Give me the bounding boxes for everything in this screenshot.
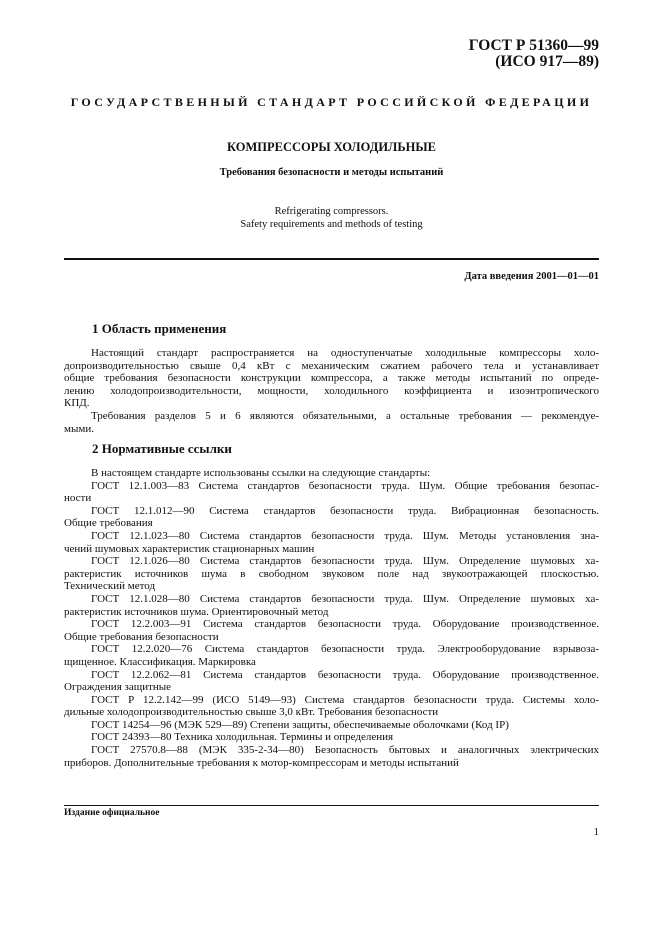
page-number: 1 bbox=[593, 826, 599, 838]
reference-line: приборов. Дополнительные требования к мотор-компрессорам и методы испытаний bbox=[64, 756, 459, 769]
text-line: КПД. bbox=[64, 397, 90, 410]
section-2-body bbox=[64, 467, 599, 769]
official-edition-label: Издание официальное bbox=[64, 808, 160, 818]
text-line: общие требования безопасности конструкции компрессора, а также методы испытаний по опреде- bbox=[64, 372, 599, 385]
reference-line: ГОСТ 12.1.026—80 Система стандартов безопасности труда. Шум. Определение шумовых ха- bbox=[91, 555, 599, 568]
reference-line: ГОСТ 12.1.003—83 Система стандартов безопасности труда. Шум. Общие требования безопас- bbox=[91, 479, 599, 492]
title-divider bbox=[64, 258, 599, 260]
reference-line: рактеристик источников шума в свободном звуковом поле над звукоотражающей плоскостью. bbox=[64, 567, 599, 580]
footer-divider bbox=[64, 805, 599, 806]
reference-line: ности bbox=[64, 492, 92, 505]
section-1-heading: 1 Область применения bbox=[92, 321, 227, 336]
reference-line: Общие требования bbox=[64, 517, 153, 530]
iso-code: (ИСО 917—89) bbox=[495, 53, 599, 70]
reference-line: ГОСТ 27570.8—88 (МЭК 335-2-34—80) Безопасность бытовых и аналогичных электрических bbox=[91, 744, 599, 757]
reference-line: Общие требования безопасности bbox=[64, 630, 219, 643]
reference-line: ГОСТ Р 12.2.142—99 (ИСО 5149—93) Система стандартов безопасности труда. Системы холо- bbox=[91, 693, 599, 706]
reference-line: щищенное. Классификация. Маркировка bbox=[64, 655, 256, 668]
text-line: допроизводительностью свыше 0,4 кВт с механическим сжатием рабочего тела и устанавливает bbox=[64, 359, 599, 372]
reference-line: ГОСТ 12.1.023—80 Система стандартов безопасности труда. Шум. Методы установления зна- bbox=[91, 529, 599, 542]
reference-line: Технический метод bbox=[64, 580, 156, 593]
document-subtitle: Требования безопасности и методы испытаний bbox=[219, 167, 444, 178]
text-line: лению холодопроизводительности, мощности, холодильного коэффициента и изоэнтропического bbox=[64, 384, 599, 397]
state-standard-heading: ГОСУДАРСТВЕННЫЙ СТАНДАРТ РОССИЙСКОЙ ФЕДЕРАЦИИ bbox=[70, 95, 593, 109]
reference-line: ГОСТ 12.1.012—90 Система стандартов безопасности труда. Вибрационная безопасность. bbox=[91, 504, 599, 517]
text-line: мыми. bbox=[64, 422, 94, 435]
reference-line: ГОСТ 12.2.020—76 Система стандартов безопасности труда. Электрооборудование взрывоза- bbox=[91, 643, 599, 656]
standard-code: ГОСТ Р 51360—99 bbox=[468, 37, 599, 54]
reference-line: ГОСТ 12.1.028—80 Система стандартов безопасности труда. Шум. Определение шумовых ха- bbox=[91, 592, 599, 605]
english-title-line: Refrigerating compressors. bbox=[274, 206, 389, 217]
reference-line: ГОСТ 12.2.062—81 Система стандартов безопасности труда. Оборудование производственное. bbox=[91, 668, 599, 681]
reference-line: ГОСТ 12.2.003—91 Система стандартов безопасности труда. Оборудование производственное. bbox=[91, 618, 599, 631]
reference-line: чений шумовых характеристик стационарных машин bbox=[64, 542, 315, 555]
introduction-date: Дата введения 2001—01—01 bbox=[464, 271, 599, 282]
reference-line: ГОСТ 24393—80 Техника холодильная. Термины и определения bbox=[91, 731, 394, 744]
reference-line: рактеристик источников шума. Ориентировочный метод bbox=[64, 605, 329, 618]
text-line: В настоящем стандарте использованы ссылки на следующие стандарты: bbox=[91, 467, 431, 479]
english-title bbox=[64, 206, 599, 231]
section-2-heading: 2 Нормативные ссылки bbox=[92, 441, 232, 456]
text-line: Требования разделов 5 и 6 являются обязательными, а остальные требования — рекомендуе- bbox=[91, 409, 599, 422]
text-line: Настоящий стандарт распространяется на одноступенчатые холодильные компрессоры холо- bbox=[91, 347, 599, 359]
reference-line: ГОСТ 14254—96 (МЭК 529—89) Степени защиты, обеспечиваемые оболочками (Код IP) bbox=[91, 718, 509, 731]
section-1-body bbox=[64, 347, 599, 435]
reference-line: дильные холодопроизводительностью свыше 3,0 кВт. Требования безопасности bbox=[64, 706, 439, 719]
document-title: КОМПРЕССОРЫ ХОЛОДИЛЬНЫЕ bbox=[227, 140, 436, 154]
standard-code-block bbox=[469, 38, 599, 70]
english-title-line: Safety requirements and methods of testing bbox=[240, 218, 423, 230]
reference-line: Ограждения защитные bbox=[64, 681, 172, 694]
